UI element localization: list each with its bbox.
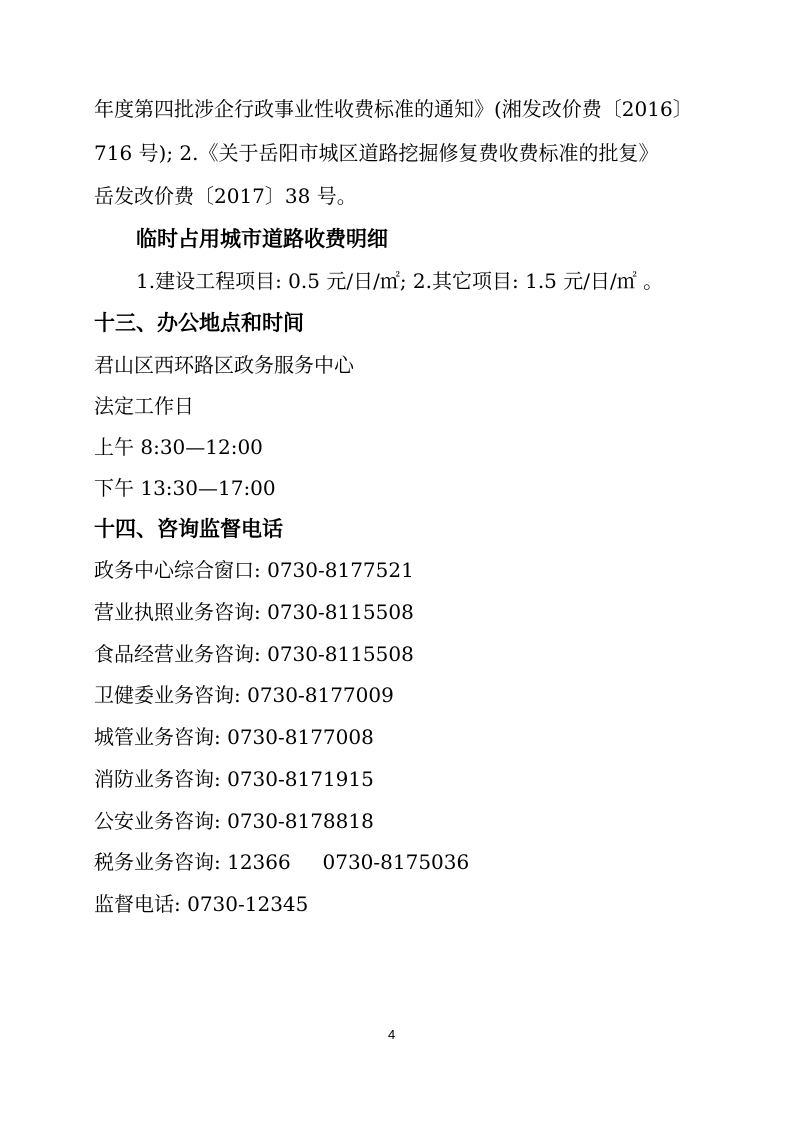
- contact-line: 营业执照业务咨询: 0730-8115508: [94, 600, 414, 624]
- contact-line: 公安业务咨询: 0730-8178818: [94, 809, 374, 833]
- basis-line-2: 716 号); 2.《关于岳阳市城区道路挖掘修复费收费标准的批复》: [94, 141, 659, 165]
- section14-heading: 十四、咨询监督电话: [94, 517, 283, 541]
- basis-line-1: 年度第四批涉企行政事业性收费标准的通知》(湘发改价费〔2016〕: [94, 97, 693, 121]
- fee-detail-title: 临时占用城市道路收费明细: [136, 227, 388, 251]
- office-hours-afternoon: 下午 13:30—17:00: [94, 476, 276, 500]
- page-number: 4: [388, 1027, 396, 1042]
- section13-heading: 十三、办公地点和时间: [94, 311, 304, 335]
- office-hours-morning: 上午 8:30—12:00: [94, 435, 263, 459]
- contact-line: 卫健委业务咨询: 0730-8177009: [94, 683, 394, 707]
- office-address: 君山区西环路区政务服务中心: [94, 353, 354, 377]
- contact-line: 税务业务咨询: 12366 0730-8175036: [94, 850, 470, 874]
- contact-line: 消防业务咨询: 0730-8171915: [94, 767, 374, 791]
- contact-line: 政务中心综合窗口: 0730-8177521: [94, 558, 414, 582]
- contact-line: 城管业务咨询: 0730-8177008: [94, 725, 374, 749]
- contact-line: 监督电话: 0730-12345: [94, 892, 309, 916]
- fee-detail-text: 1.建设工程项目: 0.5 元/日/㎡; 2.其它项目: 1.5 元/日/㎡ 。: [136, 269, 664, 293]
- contact-line: 食品经营业务咨询: 0730-8115508: [94, 642, 414, 666]
- basis-line-3: 岳发改价费〔2017〕38 号。: [94, 184, 357, 208]
- office-workday: 法定工作日: [94, 394, 194, 418]
